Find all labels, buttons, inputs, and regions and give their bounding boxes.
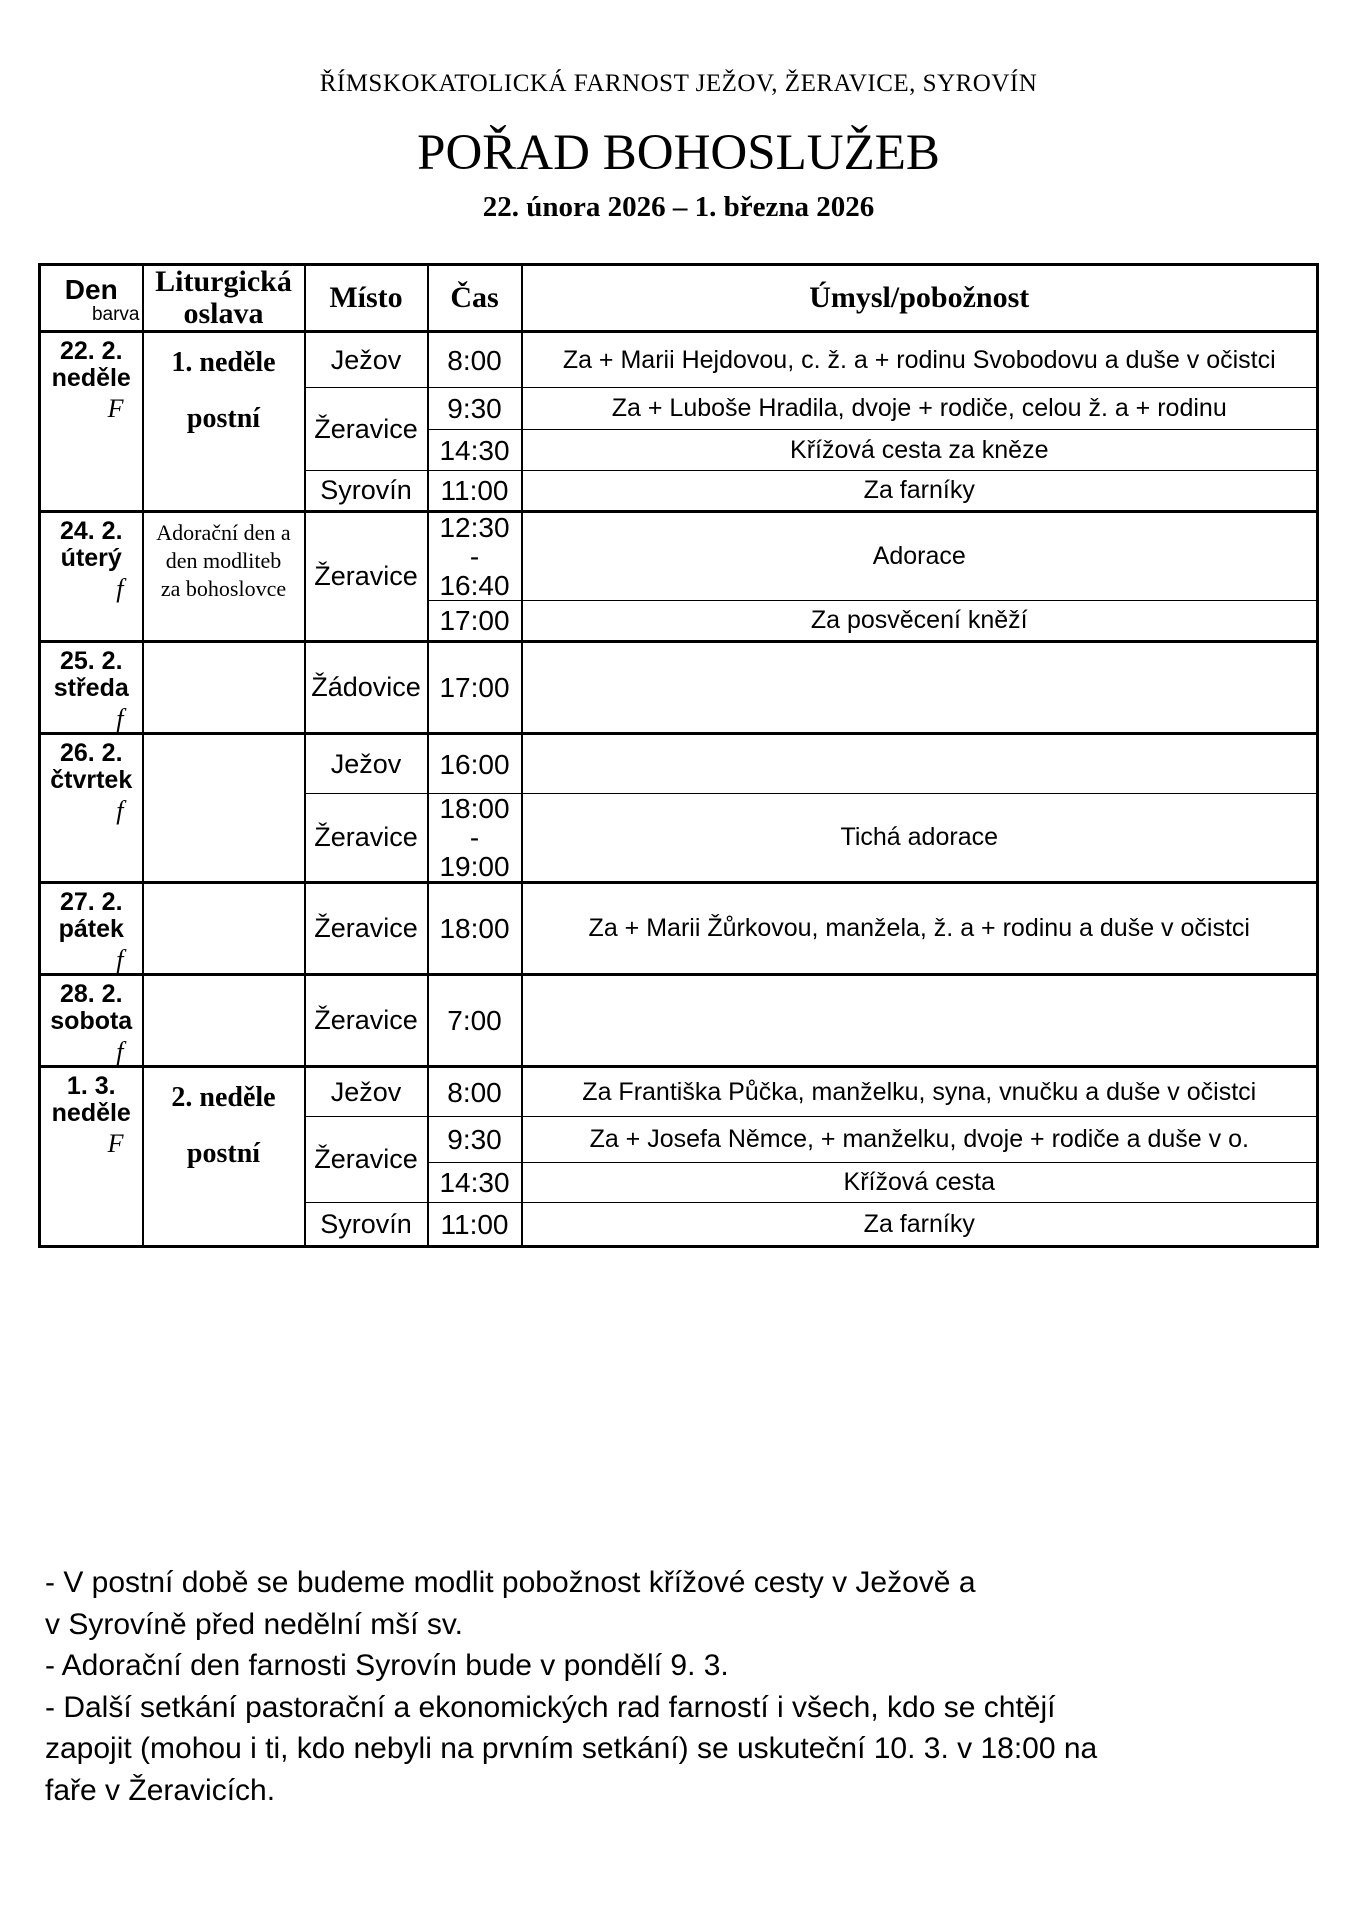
schedule-row	[40, 975, 1318, 1067]
celebration-line: postní	[186, 403, 261, 434]
day-cell	[40, 734, 143, 883]
liturgical-color: f	[116, 574, 124, 603]
celebration-cell	[143, 883, 305, 975]
day-cell	[40, 975, 143, 1067]
day-date: 28. 2.	[59, 980, 123, 1008]
intention-cell: Za posvěcení kněží	[522, 601, 1318, 642]
day-name: neděle	[51, 364, 131, 392]
day-name: pátek	[58, 915, 124, 943]
time-value: 16:40	[439, 570, 510, 601]
celebration-line: Adorační den a	[156, 520, 291, 545]
time-value: -	[469, 822, 480, 853]
header-intention: Úmysl/pobožnost	[522, 265, 1318, 332]
celebration-cell	[143, 512, 305, 642]
note-line: - Adorační den farnosti Syrovín bude v pondělí 9. 3.	[45, 1649, 729, 1682]
day-name: čtvrtek	[50, 766, 133, 794]
place-cell: Žádovice	[305, 642, 428, 734]
intention-cell: Za farníky	[522, 1203, 1318, 1247]
time-value: 18:00	[439, 793, 510, 824]
time-value: 9:30	[447, 1124, 502, 1155]
intention-cell: Adorace	[522, 512, 1318, 601]
time-value: 7:00	[447, 1005, 502, 1036]
header-day	[40, 265, 143, 332]
time-value: 17:00	[439, 605, 510, 636]
place-cell: Žeravice	[305, 794, 428, 883]
celebration-line: postní	[186, 1138, 261, 1169]
header-celebration: Liturgická oslava	[143, 265, 305, 332]
time-cell	[428, 734, 522, 794]
time-value: -	[469, 541, 480, 572]
day-date: 26. 2.	[59, 739, 123, 767]
time-value: 11:00	[440, 475, 509, 506]
place-cell: Žeravice	[305, 883, 428, 975]
intention-cell: Křížová cesta za kněze	[522, 430, 1318, 471]
time-cell	[428, 388, 522, 430]
celebration-cell	[143, 332, 305, 512]
time-cell	[428, 1203, 522, 1247]
schedule-row	[40, 642, 1318, 734]
time-cell	[428, 975, 522, 1067]
day-cell	[40, 883, 143, 975]
day-cell	[40, 332, 143, 512]
time-cell	[428, 642, 522, 734]
intention-cell	[522, 642, 1318, 734]
note-line: faře v Žeravicích.	[45, 1773, 276, 1807]
celebration-line: den modliteb	[165, 548, 282, 573]
time-value: 16:00	[439, 748, 510, 780]
schedule-table	[38, 263, 1319, 1248]
header-color-label: barva	[91, 304, 140, 325]
schedule-row	[40, 332, 1318, 388]
time-value: 12:30	[439, 512, 510, 543]
schedule-row	[40, 512, 1318, 601]
time-cell	[428, 1163, 522, 1203]
celebration-line: 1. neděle	[171, 347, 276, 378]
intention-cell: Křížová cesta	[522, 1163, 1318, 1203]
day-name: sobota	[50, 1007, 133, 1035]
note-line: zapojit (mohou i ti, kdo nebyli na prvním setkání) se uskuteční 10. 3. v 18:00 na	[45, 1732, 1098, 1765]
time-value: 8:00	[447, 344, 502, 376]
time-value: 17:00	[439, 672, 510, 703]
document-header	[0, 0, 1357, 224]
intention-cell: Za Františka Půčka, manželku, syna, vnučku a duše v očistci	[522, 1067, 1318, 1117]
schedule-row	[40, 883, 1318, 975]
parish-name: ŘÍMSKOKATOLICKÁ FARNOST JEŽOV, ŽERAVICE, SYROVÍN	[319, 70, 1038, 97]
time-value: 14:30	[439, 434, 510, 466]
day-date: 27. 2.	[59, 888, 123, 916]
intention-cell: Za + Marii Žůrkovou, manžela, ž. a + rodinu a duše v očistci	[522, 883, 1318, 975]
day-date: 22. 2.	[59, 337, 123, 365]
header-time: Čas	[428, 265, 522, 332]
time-value: 14:30	[439, 1167, 510, 1198]
intention-cell	[522, 975, 1318, 1067]
place-cell: Ježov	[305, 1067, 428, 1117]
intention-cell	[522, 734, 1318, 794]
celebration-cell	[143, 975, 305, 1067]
time-cell	[428, 332, 522, 388]
time-cell	[428, 1117, 522, 1163]
place-cell: Syrovín	[305, 471, 428, 512]
time-cell	[428, 601, 522, 642]
time-value: 9:30	[447, 393, 502, 424]
intention-cell: Tichá adorace	[522, 794, 1318, 883]
day-cell	[40, 1067, 143, 1247]
celebration-line: za bohoslovce	[160, 576, 287, 601]
day-name: středa	[53, 674, 129, 702]
schedule-row	[40, 734, 1318, 794]
celebration-cell	[143, 734, 305, 883]
place-cell: Syrovín	[305, 1203, 428, 1247]
celebration-cell	[143, 642, 305, 734]
schedule-row	[40, 1067, 1318, 1117]
day-date: 25. 2.	[59, 647, 123, 675]
page-title: POŘAD BOHOSLUŽEB	[417, 125, 940, 181]
liturgical-color: f	[116, 796, 124, 825]
time-cell	[428, 794, 522, 883]
header-day-label: Den	[64, 274, 118, 305]
note-line: v Syrovíně před nedělní mší sv.	[45, 1607, 463, 1641]
day-cell	[40, 512, 143, 642]
table-header-row	[40, 265, 1318, 332]
celebration-cell	[143, 1067, 305, 1247]
schedule-body	[40, 332, 1318, 1247]
time-value: 19:00	[439, 851, 510, 882]
time-value: 18:00	[439, 913, 510, 944]
place-cell: Žeravice	[305, 1117, 428, 1203]
intention-cell: Za + Marii Hejdovou, c. ž. a + rodinu Svobodovu a duše v očistci	[522, 332, 1318, 388]
place-cell: Žeravice	[305, 975, 428, 1067]
intention-cell: Za farníky	[522, 471, 1318, 512]
intention-cell: Za + Josefa Němce, + manželku, dvoje + rodiče a duše v o.	[522, 1117, 1318, 1163]
intention-cell: Za + Luboše Hradila, dvoje + rodiče, celou ž. a + rodinu	[522, 388, 1318, 430]
time-value: 8:00	[447, 1076, 502, 1108]
time-cell	[428, 1067, 522, 1117]
time-cell	[428, 430, 522, 471]
place-cell: Žeravice	[305, 388, 428, 471]
liturgical-color: f	[116, 945, 124, 974]
time-value: 11:00	[440, 1208, 509, 1240]
notes	[45, 1562, 1302, 1811]
time-cell	[428, 512, 522, 601]
liturgical-color: F	[107, 394, 124, 423]
day-date: 24. 2.	[59, 517, 123, 545]
day-date: 1. 3.	[66, 1072, 116, 1100]
liturgical-color: f	[116, 704, 124, 733]
note-line: - Další setkání pastorační a ekonomických rad farností i všech, kdo se chtějí	[45, 1690, 1056, 1724]
place-cell: Žeravice	[305, 512, 428, 642]
place-cell: Ježov	[305, 332, 428, 388]
note-line: - V postní době se budeme modlit pobožnost křížové cesty v Ježově a	[45, 1566, 976, 1599]
header-place: Místo	[305, 265, 428, 332]
day-cell	[40, 642, 143, 734]
time-cell	[428, 883, 522, 975]
liturgical-color: f	[116, 1037, 124, 1066]
date-range: 22. února 2026 – 1. března 2026	[482, 191, 875, 223]
day-name: neděle	[51, 1099, 131, 1127]
day-name: úterý	[60, 544, 122, 572]
time-cell	[428, 471, 522, 512]
liturgical-color: F	[107, 1129, 124, 1158]
celebration-line: 2. neděle	[171, 1082, 276, 1113]
place-cell: Ježov	[305, 734, 428, 794]
